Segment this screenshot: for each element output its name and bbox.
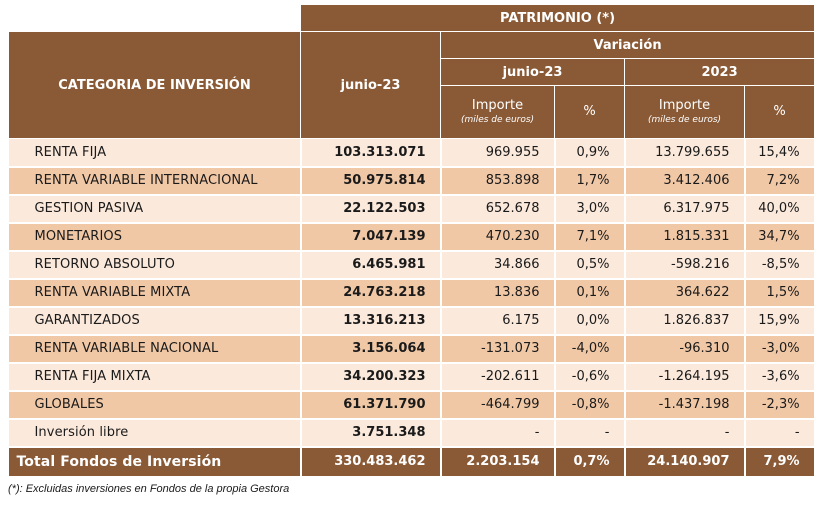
pct-jun-cell: 0,9% [555, 139, 625, 167]
table-row [9, 195, 815, 223]
pct-jun-cell: 1,7% [555, 167, 625, 195]
total-label: Total Fondos de Inversión [9, 447, 301, 476]
footnote: (*): Excluidas inversiones en Fondos de la propia Gestora [8, 483, 290, 495]
importe-jun-cell: -464.799 [441, 391, 555, 419]
importe-2023-cell: 364.622 [625, 279, 745, 307]
total-patrimonio: 330.483.462 [301, 447, 441, 476]
pct-2023-cell: -3,0% [745, 335, 815, 363]
total-pct-jun: 0,7% [555, 447, 625, 476]
patrimonio-cell: 6.465.981 [301, 251, 441, 279]
pct-jun-cell: -4,0% [555, 335, 625, 363]
importe-jun-cell: 470.230 [441, 223, 555, 251]
importe-jun-cell: 6.175 [441, 307, 555, 335]
pct-jun-cell: 0,0% [555, 307, 625, 335]
table-row [9, 279, 815, 307]
table-row [9, 167, 815, 195]
table-row [9, 363, 815, 391]
importe-2023-cell: 6.317.975 [625, 195, 745, 223]
table-row [9, 391, 815, 419]
importe-jun-cell: 13.836 [441, 279, 555, 307]
patrimonio-table [8, 4, 816, 476]
importe-2023-cell: -96.310 [625, 335, 745, 363]
category-cell: RENTA FIJA [9, 139, 301, 167]
pct-jun-cell: 3,0% [555, 195, 625, 223]
importe-2023-cell: 1.826.837 [625, 307, 745, 335]
category-cell: RENTA VARIABLE INTERNACIONAL [9, 167, 301, 195]
table-row [9, 419, 815, 447]
importe-unit: (miles de euros) [460, 115, 535, 125]
category-cell: GARANTIZADOS [9, 307, 301, 335]
importe-jun-cell: 652.678 [441, 195, 555, 223]
importe-jun-cell: -202.611 [441, 363, 555, 391]
pct-jun-cell: 0,5% [555, 251, 625, 279]
table-row [9, 223, 815, 251]
pct-header-2: % [745, 86, 815, 139]
importe-jun-cell: - [441, 419, 555, 447]
pct-2023-cell: - [745, 419, 815, 447]
importe-2023-cell: -1.264.195 [625, 363, 745, 391]
table-row [9, 307, 815, 335]
patrimonio-cell: 34.200.323 [301, 363, 441, 391]
pct-jun-cell: 0,1% [555, 279, 625, 307]
pct-jun-cell: -0,6% [555, 363, 625, 391]
category-cell: RENTA VARIABLE NACIONAL [9, 335, 301, 363]
patrimonio-cell: 61.371.790 [301, 391, 441, 419]
category-cell: GLOBALES [9, 391, 301, 419]
table-row [9, 251, 815, 279]
pct-jun-cell: 7,1% [555, 223, 625, 251]
var-period-1-header: junio-23 [441, 59, 625, 86]
header-blank [9, 5, 301, 32]
importe-header-2 [625, 86, 745, 139]
category-cell: Inversión libre [9, 419, 301, 447]
importe-jun-cell: -131.073 [441, 335, 555, 363]
total-importe-2023: 24.140.907 [625, 447, 745, 476]
importe-header-1 [441, 86, 555, 139]
pct-2023-cell: -2,3% [745, 391, 815, 419]
importe-2023-cell: 1.815.331 [625, 223, 745, 251]
pct-2023-cell: 1,5% [745, 279, 815, 307]
importe-jun-cell: 853.898 [441, 167, 555, 195]
pct-2023-cell: 34,7% [745, 223, 815, 251]
total-importe-jun: 2.203.154 [441, 447, 555, 476]
importe-2023-cell: -1.437.198 [625, 391, 745, 419]
importe-unit: (miles de euros) [647, 115, 722, 125]
period-header: junio-23 [301, 32, 441, 139]
category-header: CATEGORIA DE INVERSIÓN [9, 32, 301, 139]
total-pct-2023: 7,9% [745, 447, 815, 476]
table-row [9, 139, 815, 167]
importe-jun-cell: 34.866 [441, 251, 555, 279]
group-title: PATRIMONIO (*) [301, 5, 815, 32]
importe-jun-cell: 969.955 [441, 139, 555, 167]
patrimonio-cell: 13.316.213 [301, 307, 441, 335]
pct-2023-cell: 15,4% [745, 139, 815, 167]
patrimonio-cell: 103.313.071 [301, 139, 441, 167]
patrimonio-cell: 50.975.814 [301, 167, 441, 195]
importe-2023-cell: 13.799.655 [625, 139, 745, 167]
category-cell: GESTION PASIVA [9, 195, 301, 223]
category-cell: RETORNO ABSOLUTO [9, 251, 301, 279]
patrimonio-cell: 7.047.139 [301, 223, 441, 251]
pct-2023-cell: -3,6% [745, 363, 815, 391]
importe-2023-cell: - [625, 419, 745, 447]
patrimonio-cell: 24.763.218 [301, 279, 441, 307]
table-row [9, 335, 815, 363]
variation-header: Variación [441, 32, 815, 59]
pct-2023-cell: 40,0% [745, 195, 815, 223]
pct-2023-cell: -8,5% [745, 251, 815, 279]
importe-label: Importe [658, 98, 711, 113]
importe-2023-cell: 3.412.406 [625, 167, 745, 195]
pct-2023-cell: 7,2% [745, 167, 815, 195]
patrimonio-cell: 22.122.503 [301, 195, 441, 223]
importe-2023-cell: -598.216 [625, 251, 745, 279]
var-period-2-header: 2023 [625, 59, 815, 86]
patrimonio-cell: 3.156.064 [301, 335, 441, 363]
patrimonio-cell: 3.751.348 [301, 419, 441, 447]
total-row [9, 447, 815, 476]
pct-jun-cell: - [555, 419, 625, 447]
category-cell: MONETARIOS [9, 223, 301, 251]
pct-2023-cell: 15,9% [745, 307, 815, 335]
pct-jun-cell: -0,8% [555, 391, 625, 419]
importe-label: Importe [471, 98, 524, 113]
pct-header-1: % [555, 86, 625, 139]
category-cell: RENTA VARIABLE MIXTA [9, 279, 301, 307]
category-cell: RENTA FIJA MIXTA [9, 363, 301, 391]
